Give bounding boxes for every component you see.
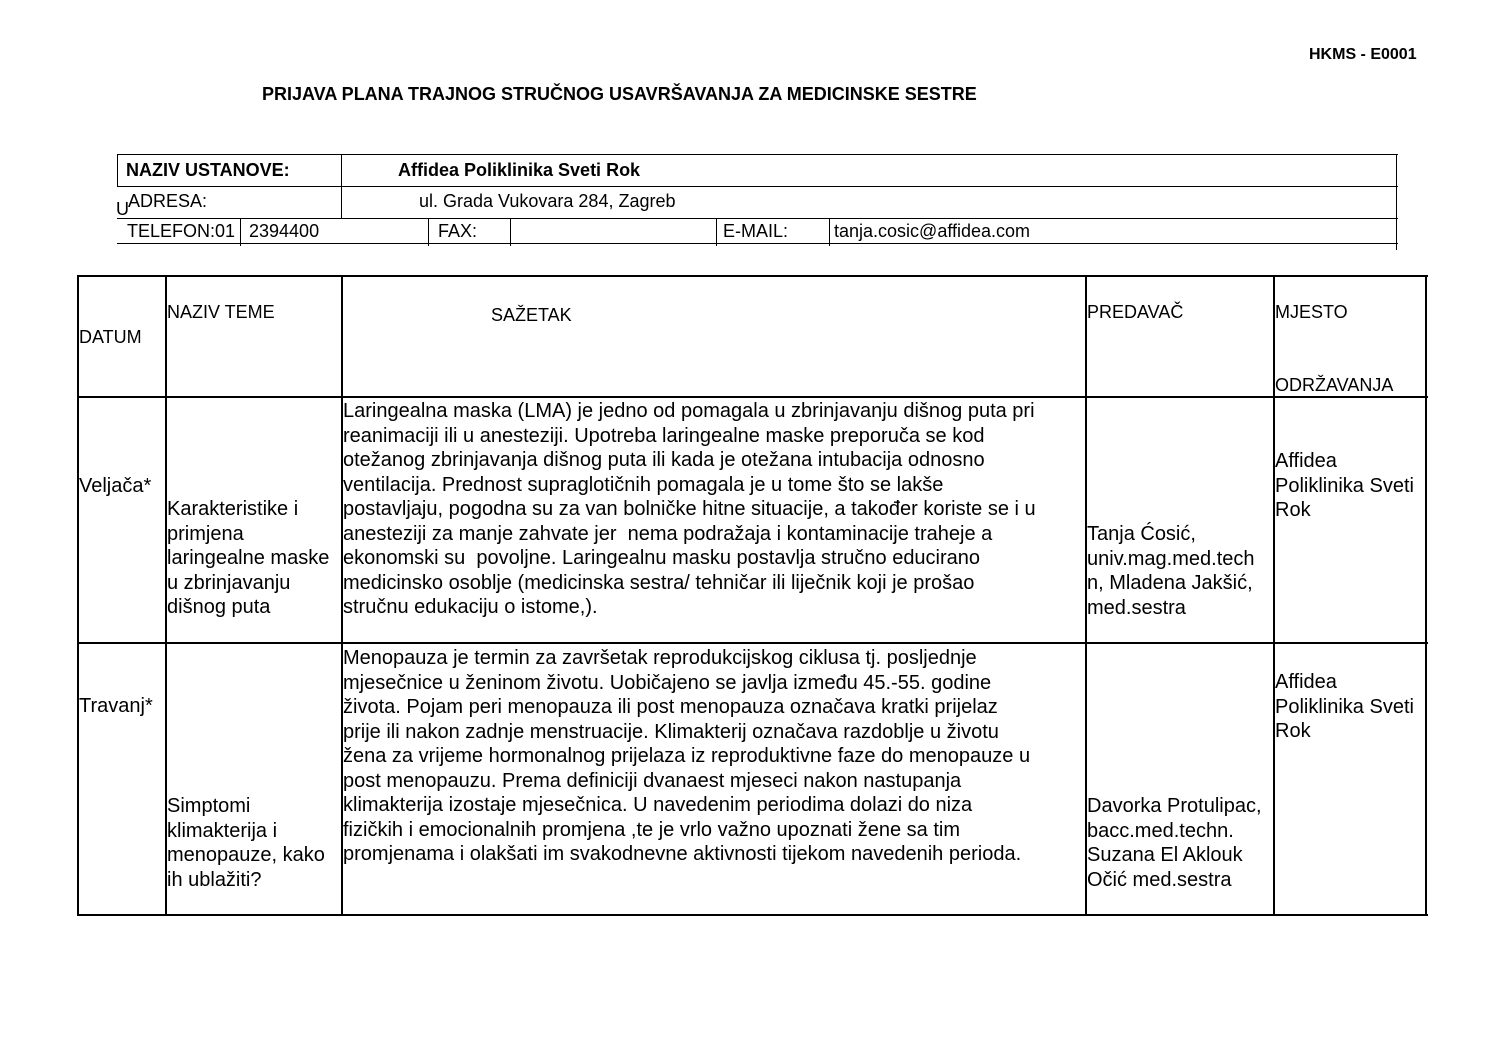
row-2-datum: Travanj* bbox=[79, 695, 153, 717]
row-2-mjesto: Affidea Poliklinika Sveti Rok bbox=[1275, 671, 1414, 742]
row-1-datum: Veljača* bbox=[79, 475, 152, 497]
header-naziv-teme: NAZIV TEME bbox=[167, 302, 275, 322]
fax-label: FAX: bbox=[438, 221, 478, 241]
phone-label: TELEFON:01 bbox=[127, 221, 236, 241]
row-1-sazetak: Laringealna maska (LMA) je jedno od pomagala u zbrinjavanju dišnog puta pri reanimaciji ili u anesteziji. Upotreba laringealne maske preporuča se kod otežanog zbrinjavanja dišnog puta ili kada je otežana intubacija odnosno ventilacija. Prednost supraglotičnih pomagala je u tome što se lakše postavljaju, pogodna su za van bolničke hitne situacije, a također koriste se i u anesteziji za manje zahvate jer nema podražaja i kontaminacije traheje a ekonomski su povoljne. Laringealnu masku postavlja stručno educirano medicinsko osoblje (medicinska sestra/ tehničar ili liječnik koji je prošao stručnu edukaciju o istome,). bbox=[343, 400, 1036, 618]
institution-name-label: NAZIV USTANOVE: bbox=[126, 160, 290, 180]
header-mjesto: MJESTO bbox=[1275, 302, 1348, 322]
institution-name-value: Affidea Poliklinika Sveti Rok bbox=[398, 160, 641, 180]
phone-value: 2394400 bbox=[249, 221, 320, 241]
stray-mark: U bbox=[116, 199, 129, 219]
header-sazetak: SAŽETAK bbox=[491, 305, 572, 325]
form-code: HKMS - E0001 bbox=[1309, 46, 1417, 63]
header-datum: DATUM bbox=[79, 327, 142, 347]
email-value: tanja.cosic@affidea.com bbox=[834, 221, 1031, 241]
row-2-tema: Simptomi klimakterija i menopauze, kako ih ublažiti? bbox=[167, 795, 325, 891]
address-value: ul. Grada Vukovara 284, Zagreb bbox=[419, 191, 676, 211]
row-2-sazetak: Menopauza je termin za završetak reprodukcijskog ciklusa tj. posljednje mjesečnice u ženinom životu. Uobičajeno se javlja između 45.-55. godine života. Pojam peri menopauza ili post menopauza označava kratki prijelaz prije ili nakon zadnje menstruacije. Klimakterij označava razdoblje u životu žena za vrijeme hormonalnog prijelaza iz reproduktivne faze do menopauze u post menopauzu. Prema definiciji dvanaest mjeseci nakon nastupanja klimakterija izostaje mjesečnica. U navedenim periodima dolazi do niza fizičkih i emocionalnih promjena ,te je vrlo važno upoznati žene sa tim promjenama i olakšati im svakodnevne aktivnosti tijekom navedenih perioda. bbox=[343, 647, 1031, 865]
header-predavac: PREDAVAČ bbox=[1087, 302, 1184, 322]
email-label: E-MAIL: bbox=[723, 221, 789, 241]
row-2-predavac: Davorka Protulipac, bacc.med.techn. Suzana El Aklouk Očić med.sestra bbox=[1087, 795, 1262, 891]
header-odrzavanja: ODRŽAVANJA bbox=[1275, 375, 1394, 395]
row-1-tema: Karakteristike i primjena laringealne maske u zbrinjavanju dišnog puta bbox=[167, 498, 330, 618]
row-1-mjesto: Affidea Poliklinika Sveti Rok bbox=[1275, 450, 1414, 521]
address-label: ADRESA: bbox=[128, 191, 208, 211]
page-title: PRIJAVA PLANA TRAJNOG STRUČNOG USAVRŠAVANJA ZA MEDICINSKE SESTRE bbox=[262, 84, 977, 104]
row-1-predavac: Tanja Ćosić, univ.mag.med.tech n, Mladena Jakšić, med.sestra bbox=[1087, 523, 1255, 619]
